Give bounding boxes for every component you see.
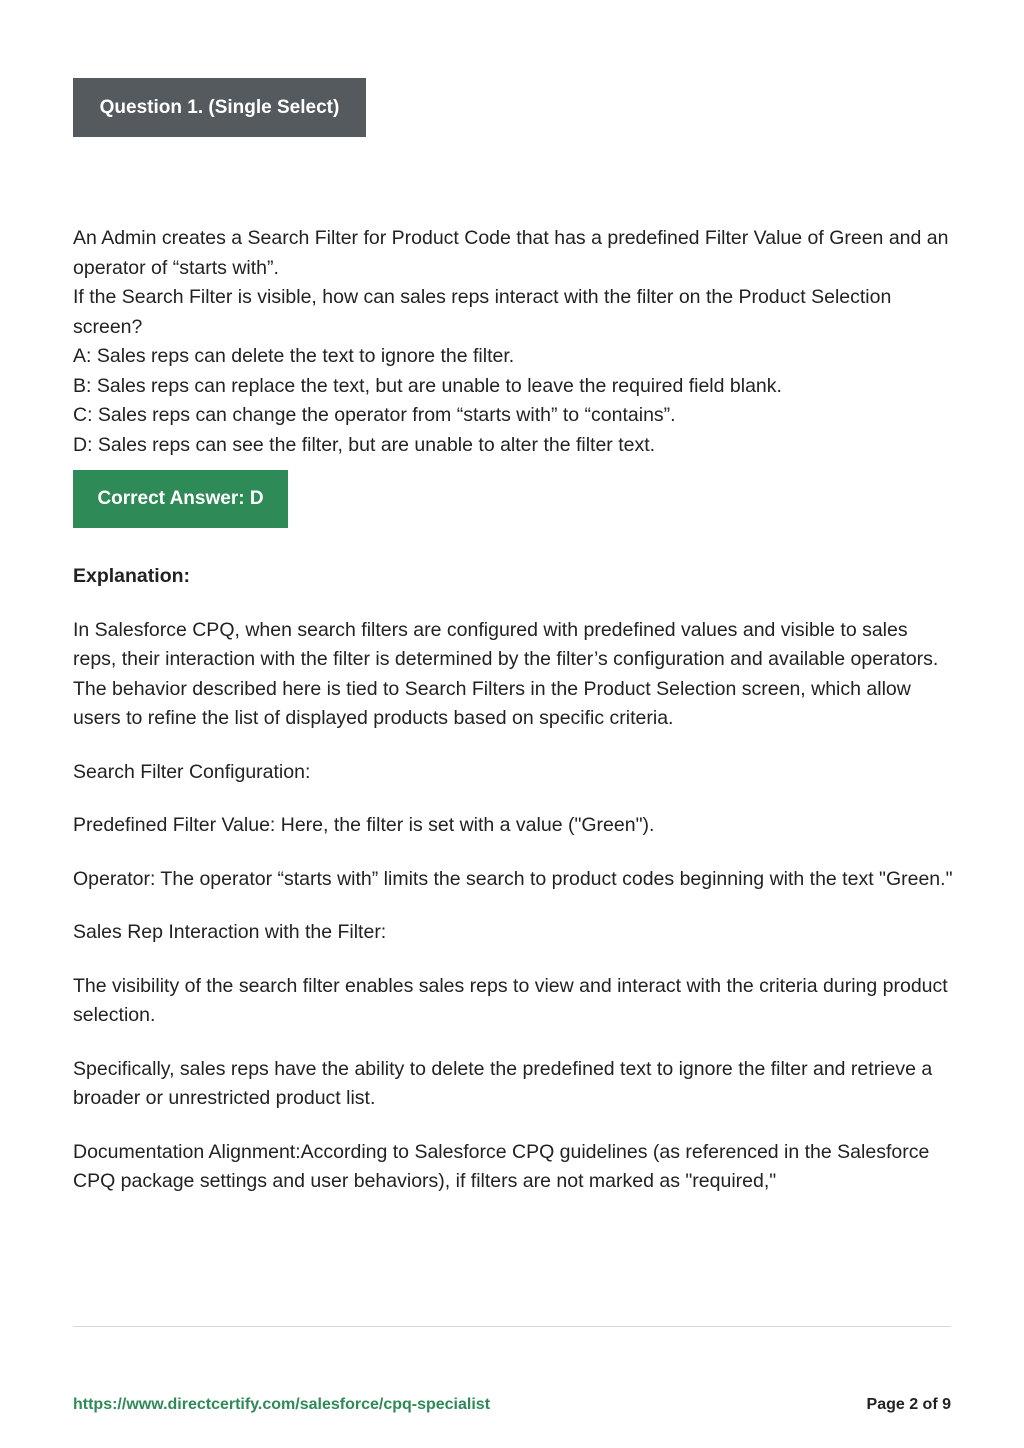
explanation-paragraph: Specifically, sales reps have the ability to delete the predefined text to ignore the filter and retrieve a broader or unrestricted product list. bbox=[73, 1057, 933, 1109]
explanation-paragraph: The visibility of the search filter enables sales reps to view and interact with the criteria during product selection. bbox=[73, 974, 948, 1026]
footer-divider bbox=[73, 1326, 951, 1327]
explanation-paragraph: Search Filter Configuration: bbox=[73, 760, 311, 783]
option-d: D: Sales reps can see the filter, but are unable to alter the filter text. bbox=[73, 433, 656, 456]
question-badge: Question 1. (Single Select) bbox=[73, 78, 366, 137]
answer-options bbox=[73, 342, 953, 460]
footer-url-link[interactable]: https://www.directcertify.com/salesforce/cpq-specialist bbox=[73, 1396, 491, 1413]
option-a: A: Sales reps can delete the text to ignore the filter. bbox=[73, 345, 515, 367]
page-content bbox=[73, 224, 953, 1221]
option-b: B: Sales reps can replace the text, but are unable to leave the required field blank. bbox=[73, 374, 782, 397]
explanation-paragraph: Documentation Alignment:According to Salesforce CPQ guidelines (as referenced in the Salesforce CPQ package settings and user behaviors), if filters are not marked as "required," bbox=[73, 1140, 930, 1192]
explanation-title: Explanation: bbox=[73, 565, 191, 587]
explanation-paragraph: Operator: The operator “starts with” limits the search to product codes beginning with the text "Green." bbox=[73, 867, 953, 890]
question-text-1: An Admin creates a Search Filter for Product Code that has a predefined Filter Value of Green and an operator of “starts with”. bbox=[73, 227, 949, 279]
explanation-paragraph: In Salesforce CPQ, when search filters are configured with predefined values and visible to sales reps, their interaction with the filter is determined by the filter’s configuration and available operators. The behavior described here is tied to Search Filters in the Product Selection screen, which allow users to refine the list of displayed products based on specific criteria. bbox=[73, 618, 939, 729]
page-number: Page 2 of 9 bbox=[866, 1396, 951, 1413]
correct-answer-badge: Correct Answer: D bbox=[73, 470, 288, 528]
question-text-2: If the Search Filter is visible, how can sales reps interact with the filter on the Product Selection screen? bbox=[73, 286, 892, 338]
option-c: C: Sales reps can change the operator from “starts with” to “contains”. bbox=[73, 404, 676, 426]
explanation-paragraph: Predefined Filter Value: Here, the filter is set with a value ("Green"). bbox=[73, 814, 655, 836]
explanation-paragraph: Sales Rep Interaction with the Filter: bbox=[73, 921, 387, 943]
